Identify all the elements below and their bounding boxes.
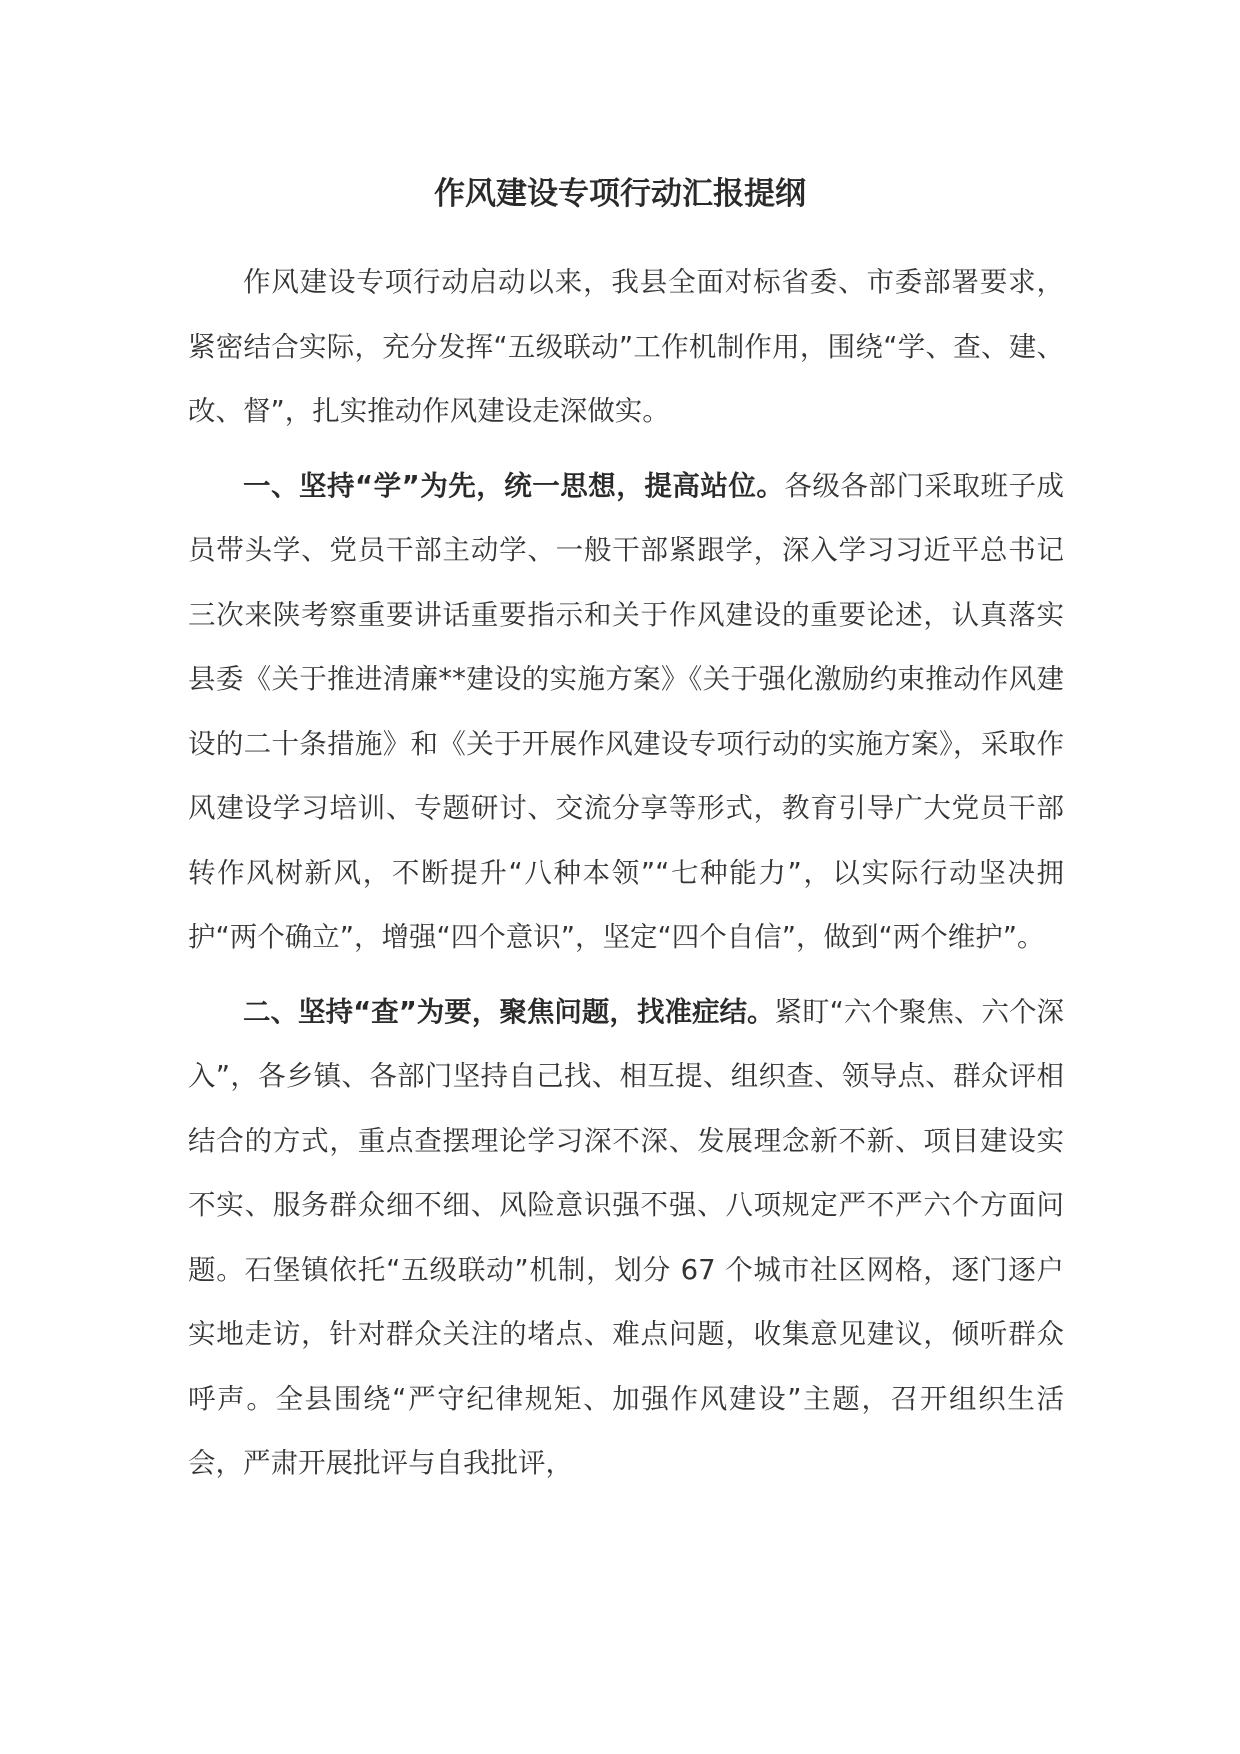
paragraph-text: 各级各部门采取班子成员带头学、党员干部主动学、一般干部紧跟学，深入学习习近平总书记三次来陕考察重要讲话重要指示和关于作风建设的重要论述，认真落实县委《关于推进清廉**建设的实施方案》《关于强化激励约束推动作风建设的二十条措施》和《关于开展作风建设专项行动的实施方案》，采取作风建设学习培训、专题研讨、交流分享等形式，教育引导广大党员干部转作风树新风，不断提升“八种本领”“七种能力”，以实际行动坚决拥护“两个确立”，增强“四个意识”，坚定“四个自信”，做到“两个维护”。 [188, 469, 1064, 953]
document-title: 作风建设专项行动汇报提纲 [434, 176, 806, 212]
section-two-paragraph [188, 980, 1064, 1496]
section-one-paragraph [188, 454, 1064, 970]
paragraph-text: 紧盯“六个聚焦、六个深入”，各乡镇、各部门坚持自己找、相互提、组织查、领导点、群众评相结合的方式，重点查摆理论学习深不深、发展理念新不新、项目建设实不实、服务群众细不细、风险意识强不强、八项规定严不严六个方面问题。石堡镇依托“五级联动”机制，划分 67 个城市社区网格，逐门逐户实地走访，针对群众关注的堵点、难点问题，收集意见建议，倾听群众呼声。全县围绕“严守纪律规矩、加强作风建设”主题，召开组织生活会，严肃开展批评与自我批评， [188, 995, 1064, 1479]
section-heading: 一、坚持“学”为先，统一思想，提高站位。 [243, 469, 785, 502]
intro-paragraph [188, 250, 1064, 444]
paragraph-text: 作风建设专项行动启动以来，我县全面对标省委、市委部署要求，紧密结合实际，充分发挥“五级联动”工作机制作用，围绕“学、查、建、改、督”，扎实推动作风建设走深做实。 [188, 266, 1064, 427]
section-heading: 二、坚持“查”为要，聚焦问题，找准症结。 [243, 995, 775, 1028]
document-body [188, 250, 1064, 1506]
